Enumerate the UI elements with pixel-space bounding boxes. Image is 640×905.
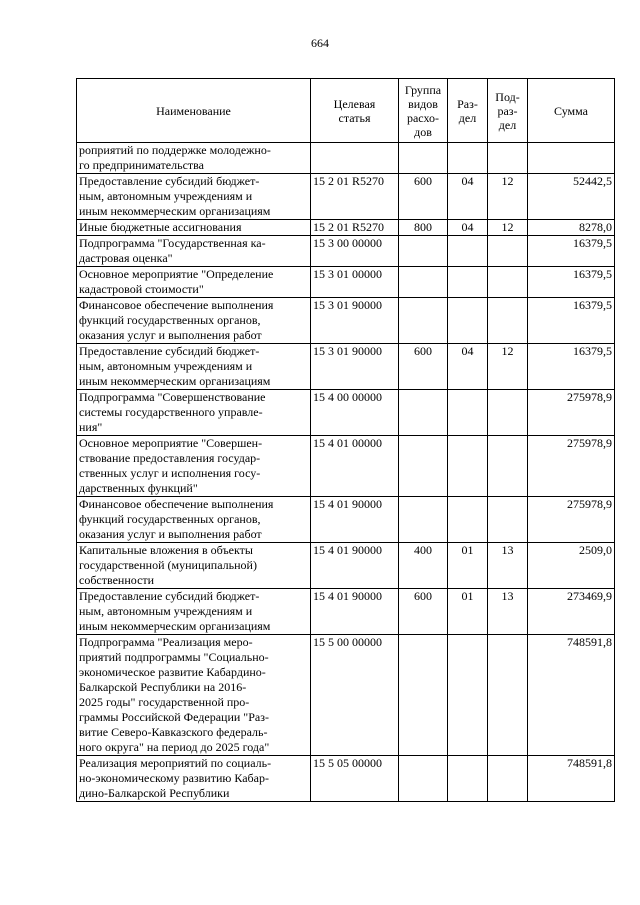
- cell-name: [77, 543, 311, 589]
- cell-subsection: [488, 635, 528, 756]
- cell-name-line: государственной (муниципальной): [79, 558, 257, 572]
- cell-name-line: оказания услуг и выполнения работ: [79, 328, 262, 342]
- cell-name-line: ным, автономным учреждениям и: [79, 189, 253, 203]
- table-body: [77, 143, 615, 802]
- cell-sum: 16379,5: [528, 267, 615, 298]
- cell-name-line: функций государственных органов,: [79, 313, 261, 327]
- cell-target-article: [311, 143, 399, 174]
- cell-name-line: ствование предоставления государ-: [79, 451, 261, 465]
- cell-target-article: 15 4 01 90000: [311, 497, 399, 543]
- cell-name-line: ным, автономным учреждениям и: [79, 359, 253, 373]
- cell-sum: 273469,9: [528, 589, 615, 635]
- cell-name-line: Реализация мероприятий по социаль-: [79, 756, 272, 770]
- cell-name: [77, 236, 311, 267]
- cell-sum: 8278,0: [528, 220, 615, 236]
- table-row: [77, 756, 615, 802]
- cell-name-line: Предоставление субсидий бюджет-: [79, 344, 260, 358]
- cell-name-line: роприятий по поддержке молодежно-: [79, 143, 271, 157]
- cell-name-line: собственности: [79, 573, 155, 587]
- cell-name: [77, 390, 311, 436]
- cell-section: 01: [448, 589, 488, 635]
- cell-subsection: [488, 756, 528, 802]
- cell-expense-group: [399, 390, 448, 436]
- cell-subsection: 12: [488, 174, 528, 220]
- cell-sum: 275978,9: [528, 390, 615, 436]
- cell-name-line: граммы Российской Федерации "Раз-: [79, 710, 269, 724]
- cell-name: [77, 174, 311, 220]
- cell-name-line: иным некоммерческим организациям: [79, 619, 271, 633]
- cell-name-line: иным некоммерческим организациям: [79, 204, 271, 218]
- header-section: Раз- дел: [448, 79, 488, 143]
- cell-section: [448, 436, 488, 497]
- table-row: [77, 344, 615, 390]
- cell-section: [448, 497, 488, 543]
- cell-name-line: Финансовое обеспечение выполнения: [79, 298, 274, 312]
- cell-name-line: приятий подпрограммы "Социально-: [79, 650, 269, 664]
- cell-section: [448, 298, 488, 344]
- cell-expense-group: [399, 298, 448, 344]
- cell-subsection: [488, 298, 528, 344]
- table-row: [77, 497, 615, 543]
- cell-subsection: [488, 236, 528, 267]
- cell-name: [77, 220, 311, 236]
- cell-name: [77, 267, 311, 298]
- table-row: [77, 236, 615, 267]
- header-subsection: Под- раз- дел: [488, 79, 528, 143]
- cell-name-line: ного округа" на период до 2025 года": [79, 740, 270, 754]
- table-row: [77, 143, 615, 174]
- cell-section: [448, 236, 488, 267]
- cell-section: [448, 143, 488, 174]
- cell-sum: 2509,0: [528, 543, 615, 589]
- cell-section: 04: [448, 344, 488, 390]
- cell-name: [77, 143, 311, 174]
- cell-subsection: [488, 390, 528, 436]
- cell-target-article: 15 2 01 R5270: [311, 220, 399, 236]
- cell-target-article: 15 3 01 00000: [311, 267, 399, 298]
- budget-table: [76, 78, 615, 802]
- cell-name-line: Финансовое обеспечение выполнения: [79, 497, 274, 511]
- cell-sum: 275978,9: [528, 497, 615, 543]
- cell-subsection: [488, 267, 528, 298]
- cell-section: 04: [448, 174, 488, 220]
- cell-name-line: ственных услуг и исполнения госу-: [79, 466, 261, 480]
- header-expense-group: Группа видов расхо- дов: [399, 79, 448, 143]
- cell-expense-group: 400: [399, 543, 448, 589]
- cell-expense-group: 600: [399, 589, 448, 635]
- cell-name-line: Подпрограмма "Реализация меро-: [79, 635, 253, 649]
- cell-name: [77, 344, 311, 390]
- cell-section: [448, 756, 488, 802]
- cell-target-article: 15 4 01 90000: [311, 589, 399, 635]
- cell-name-line: Подпрограмма "Совершенствование: [79, 390, 266, 404]
- cell-name: [77, 298, 311, 344]
- cell-name-line: ным, автономным учреждениям и: [79, 604, 253, 618]
- cell-name-line: го предпринимательства: [79, 158, 204, 172]
- cell-name-line: дино-Балкарской Республики: [79, 786, 230, 800]
- cell-name-line: системы государственного управле-: [79, 405, 263, 419]
- cell-section: [448, 267, 488, 298]
- cell-name-line: оказания услуг и выполнения работ: [79, 527, 262, 541]
- table-row: [77, 390, 615, 436]
- header-sum: Сумма: [528, 79, 615, 143]
- table-header-row: [77, 79, 615, 143]
- cell-expense-group: [399, 267, 448, 298]
- cell-name-line: но-экономическому развитию Кабар-: [79, 771, 269, 785]
- table-row: [77, 220, 615, 236]
- cell-name-line: витие Северо-Кавказского федераль-: [79, 725, 268, 739]
- cell-name-line: ния": [79, 420, 103, 434]
- cell-section: 01: [448, 543, 488, 589]
- cell-sum: 748591,8: [528, 756, 615, 802]
- cell-name-line: Предоставление субсидий бюджет-: [79, 174, 260, 188]
- cell-expense-group: [399, 635, 448, 756]
- cell-sum: 16379,5: [528, 236, 615, 267]
- cell-section: [448, 390, 488, 436]
- cell-name: [77, 635, 311, 756]
- cell-target-article: 15 5 00 00000: [311, 635, 399, 756]
- table-row: [77, 589, 615, 635]
- table-row: [77, 543, 615, 589]
- cell-target-article: 15 3 00 00000: [311, 236, 399, 267]
- cell-name-line: экономическое развитие Кабардино-: [79, 665, 266, 679]
- cell-subsection: 13: [488, 543, 528, 589]
- cell-subsection: [488, 497, 528, 543]
- cell-name-line: функций государственных органов,: [79, 512, 261, 526]
- cell-name-line: кадастровой стоимости": [79, 282, 204, 296]
- cell-expense-group: [399, 236, 448, 267]
- cell-target-article: 15 2 01 R5270: [311, 174, 399, 220]
- cell-target-article: 15 5 05 00000: [311, 756, 399, 802]
- cell-name: [77, 436, 311, 497]
- table-row: [77, 436, 615, 497]
- cell-subsection: 12: [488, 220, 528, 236]
- cell-name-line: Основное мероприятие "Совершен-: [79, 436, 263, 450]
- cell-expense-group: 800: [399, 220, 448, 236]
- cell-name-line: Иные бюджетные ассигнования: [79, 220, 242, 234]
- cell-name-line: 2025 годы" государственной про-: [79, 695, 250, 709]
- cell-sum: 16379,5: [528, 344, 615, 390]
- cell-name-line: дастровая оценка": [79, 251, 173, 265]
- cell-name-line: иным некоммерческим организациям: [79, 374, 271, 388]
- cell-name-line: Балкарской Республики на 2016-: [79, 680, 247, 694]
- cell-subsection: 12: [488, 344, 528, 390]
- cell-expense-group: [399, 436, 448, 497]
- cell-subsection: 13: [488, 589, 528, 635]
- cell-target-article: 15 3 01 90000: [311, 344, 399, 390]
- cell-name-line: Предоставление субсидий бюджет-: [79, 589, 260, 603]
- cell-expense-group: [399, 497, 448, 543]
- cell-name-line: Подпрограмма "Государственная ка-: [79, 236, 266, 250]
- cell-expense-group: 600: [399, 344, 448, 390]
- cell-sum: 16379,5: [528, 298, 615, 344]
- table-row: [77, 635, 615, 756]
- cell-name: [77, 756, 311, 802]
- header-name: Наименование: [77, 79, 311, 143]
- table-row: [77, 267, 615, 298]
- cell-expense-group: 600: [399, 174, 448, 220]
- cell-name: [77, 589, 311, 635]
- cell-sum: 52442,5: [528, 174, 615, 220]
- cell-name-line: Основное мероприятие "Определение: [79, 267, 274, 281]
- cell-name-line: дарственных функций": [79, 481, 198, 495]
- cell-target-article: 15 3 01 90000: [311, 298, 399, 344]
- page-number: 664: [311, 36, 329, 50]
- cell-sum: [528, 143, 615, 174]
- cell-section: 04: [448, 220, 488, 236]
- cell-target-article: 15 4 00 00000: [311, 390, 399, 436]
- table-row: [77, 174, 615, 220]
- cell-expense-group: [399, 143, 448, 174]
- cell-name-line: Капитальные вложения в объекты: [79, 543, 253, 557]
- cell-subsection: [488, 143, 528, 174]
- cell-target-article: 15 4 01 00000: [311, 436, 399, 497]
- cell-sum: 275978,9: [528, 436, 615, 497]
- cell-name: [77, 497, 311, 543]
- table-row: [77, 298, 615, 344]
- cell-subsection: [488, 436, 528, 497]
- cell-sum: 748591,8: [528, 635, 615, 756]
- cell-section: [448, 635, 488, 756]
- header-target-article: Целевая статья: [311, 79, 399, 143]
- cell-expense-group: [399, 756, 448, 802]
- cell-target-article: 15 4 01 90000: [311, 543, 399, 589]
